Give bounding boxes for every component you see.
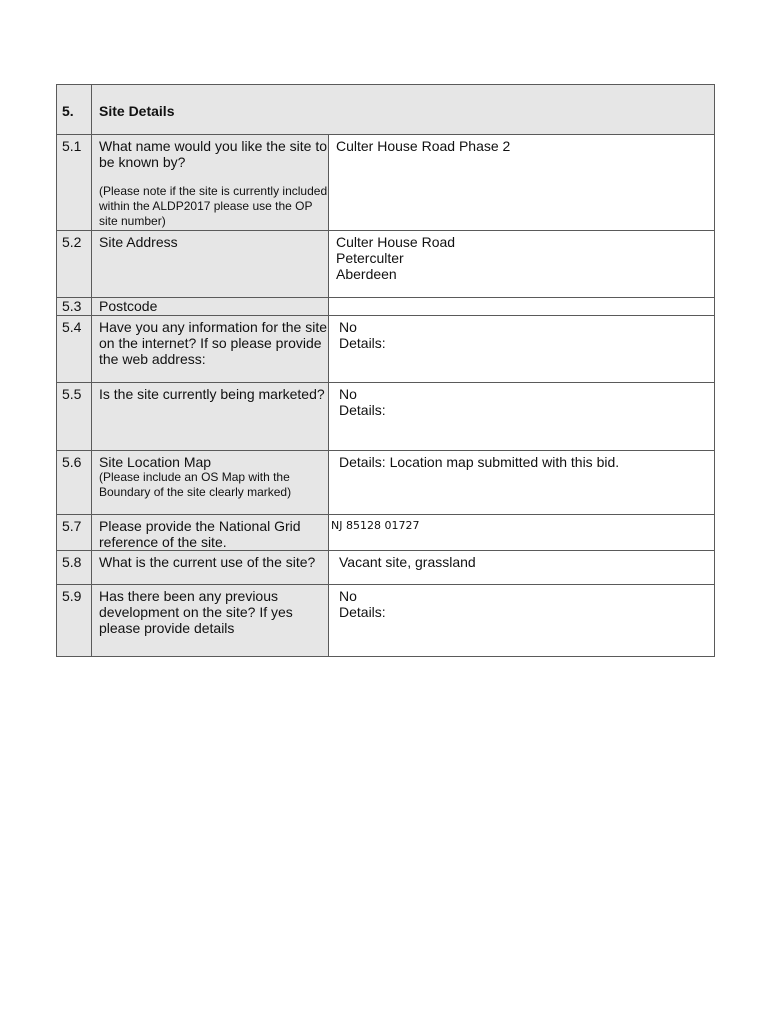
answer-cell[interactable] bbox=[329, 316, 715, 383]
answer-text: Peterculter bbox=[336, 250, 404, 266]
row-number: 5.7 bbox=[57, 515, 92, 551]
table-row bbox=[57, 515, 715, 551]
answer-cell[interactable] bbox=[329, 551, 715, 585]
row-number: 5.5 bbox=[57, 383, 92, 451]
row-number: 5.4 bbox=[57, 316, 92, 383]
row-number: 5.1 bbox=[57, 135, 92, 231]
row-number: 5.8 bbox=[57, 551, 92, 585]
site-details-table bbox=[56, 84, 715, 657]
answer-text: Culter House Road bbox=[336, 234, 456, 250]
table-row bbox=[57, 135, 715, 231]
table-row bbox=[57, 231, 715, 298]
table-row bbox=[57, 298, 715, 316]
question-text: Please provide the National Grid reference of the site. bbox=[99, 518, 301, 550]
question-cell bbox=[92, 551, 329, 585]
row-number: 5.6 bbox=[57, 451, 92, 515]
table-row bbox=[57, 383, 715, 451]
question-text: Postcode bbox=[99, 298, 158, 314]
question-text: Site Location Map bbox=[99, 454, 212, 470]
answer-cell[interactable] bbox=[329, 585, 715, 657]
table-row bbox=[57, 316, 715, 383]
row-number: 5.2 bbox=[57, 231, 92, 298]
table-row bbox=[57, 585, 715, 657]
answer-text: No bbox=[339, 386, 357, 402]
question-text: Is the site currently being marketed? bbox=[99, 386, 325, 402]
question-text: Has there been any previous development on the site? If yes please provide details bbox=[99, 588, 293, 636]
answer-text: Details: Location map submitted with this bid. bbox=[339, 454, 620, 470]
answer-text: Details: bbox=[339, 335, 386, 351]
answer-text: Culter House Road Phase 2 bbox=[336, 138, 511, 154]
answer-cell[interactable] bbox=[329, 135, 715, 231]
question-cell bbox=[92, 135, 329, 231]
question-note: (Please include an OS Map with the Boundary of the site clearly marked) bbox=[99, 470, 292, 499]
question-text: Site Address bbox=[99, 234, 178, 250]
answer-cell[interactable] bbox=[329, 383, 715, 451]
question-text: What name would you like the site to be known by? bbox=[99, 138, 328, 170]
question-note: (Please note if the site is currently included within the ALDP2017 please use the OP site number) bbox=[99, 184, 328, 228]
question-cell bbox=[92, 298, 329, 316]
question-text: Have you any information for the site on the internet? If so please provide the web address: bbox=[99, 319, 328, 367]
row-number: 5.3 bbox=[57, 298, 92, 316]
table-row bbox=[57, 451, 715, 515]
answer-text: No bbox=[339, 319, 357, 335]
question-cell bbox=[92, 316, 329, 383]
answer-text: NJ 85128 01727 bbox=[331, 519, 420, 532]
question-text: What is the current use of the site? bbox=[99, 554, 316, 570]
section-title: Site Details bbox=[92, 85, 715, 135]
answer-cell[interactable] bbox=[329, 231, 715, 298]
question-cell bbox=[92, 383, 329, 451]
answer-text: Vacant site, grassland bbox=[339, 554, 476, 570]
answer-text: Details: bbox=[339, 402, 386, 418]
section-number: 5. bbox=[57, 85, 92, 135]
answer-text: Aberdeen bbox=[336, 266, 397, 282]
answer-cell[interactable] bbox=[329, 298, 715, 316]
answer-text: Details: bbox=[339, 604, 386, 620]
answer-cell[interactable] bbox=[329, 451, 715, 515]
answer-cell[interactable] bbox=[329, 515, 715, 551]
answer-text: No bbox=[339, 588, 357, 604]
row-number: 5.9 bbox=[57, 585, 92, 657]
table-row bbox=[57, 551, 715, 585]
question-cell bbox=[92, 585, 329, 657]
question-cell bbox=[92, 231, 329, 298]
question-cell bbox=[92, 515, 329, 551]
section-header-row bbox=[57, 85, 715, 135]
question-cell bbox=[92, 451, 329, 515]
